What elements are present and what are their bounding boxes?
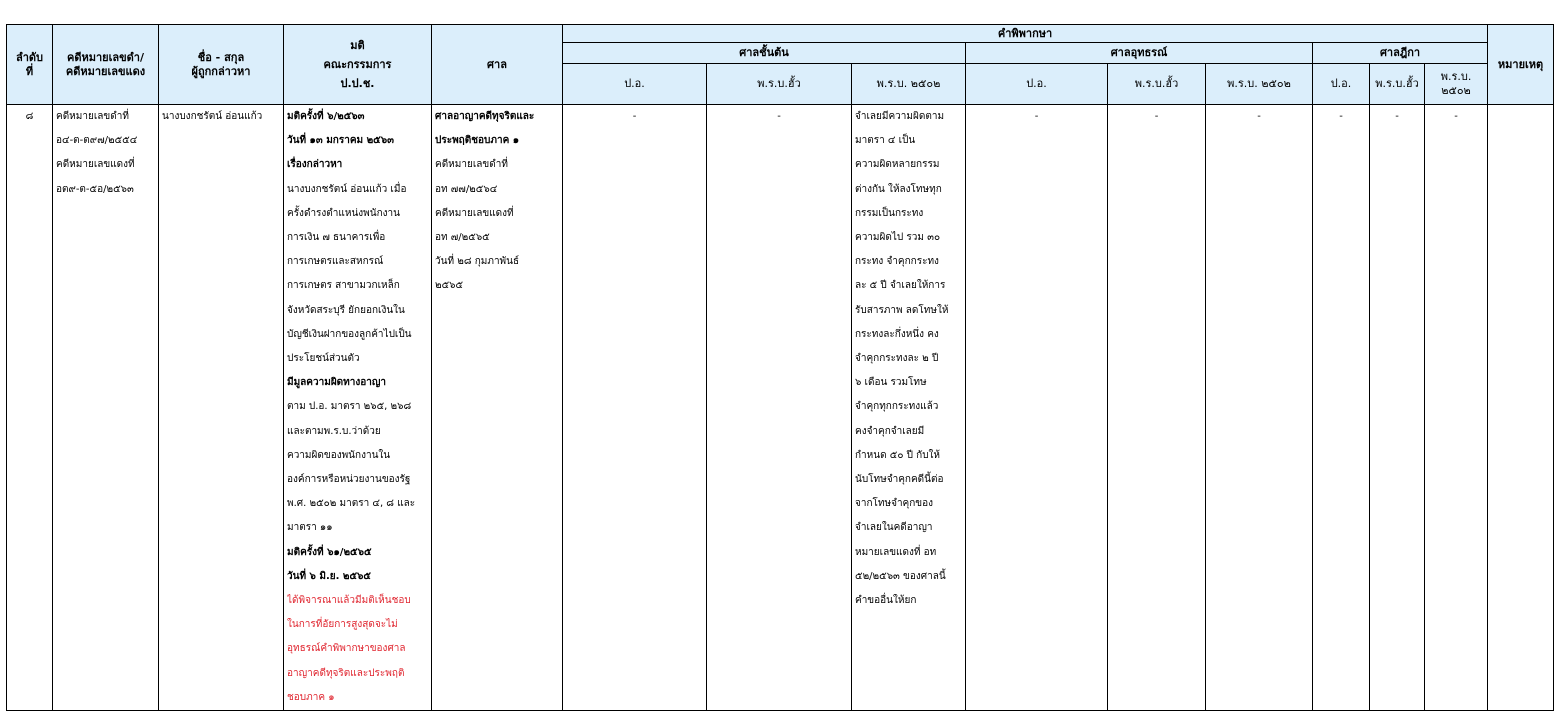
header-judgment (563, 25, 1488, 43)
table-row (7, 105, 1554, 711)
judgment-line: จำคุกกระทงละ ๒ ปี (855, 353, 939, 365)
header-first-court (563, 43, 966, 64)
resolution-line: อาญาคดีทุจริตและประพฤติ (287, 667, 405, 679)
resolution-line: มติครั้งที่ ๖๑/๒๕๖๕ (287, 546, 372, 558)
dash-value: - (1454, 111, 1458, 122)
cell-first-court-act (707, 105, 852, 711)
header-resolution (284, 25, 432, 105)
header-appeal-court-act-2502 (1206, 64, 1313, 105)
header-first-court-act-2502 (852, 64, 966, 105)
judgment-line: ความผิดไป รวม ๓๐ (855, 232, 941, 244)
cell-appeal-court-act-2502 (1206, 105, 1313, 711)
header-accused-name (159, 25, 284, 105)
cell-supreme-court-penal-code (1313, 105, 1370, 711)
resolution-line: จังหวัดสระบุรี ยักยอกเงินใน (287, 304, 405, 316)
resolution-line: การเกษตร สาขามวกเหล็ก (287, 280, 400, 292)
resolution-line: ในการที่อัยการสูงสุดจะไม่ (287, 619, 398, 631)
cell-supreme-court-act (1370, 105, 1425, 711)
court-line: คดีหมายเลขแดงที่ (435, 207, 514, 219)
dash-value: - (777, 111, 781, 122)
resolution-line: ตาม ป.อ. มาตรา ๒๖๕, ๒๖๘ (287, 401, 412, 413)
court-line: คดีหมายเลขดำที่ (435, 159, 508, 171)
header-supreme-court-penal-code (1313, 64, 1370, 105)
judgment-line: ความผิดหลายกรรม (855, 159, 940, 171)
judgment-line: ละ ๕ ปี จำเลยให้การ (855, 280, 946, 292)
header-resolution-label: มติ คณะกรรมการ ป.ป.ช. (323, 38, 392, 91)
cell-resolution (284, 105, 432, 711)
judgment-line: ต่างกัน ให้ลงโทษทุก (855, 183, 942, 195)
resolution-line: นางบงกชรัตน์ อ่อนแก้ว เมื่อ (287, 183, 407, 195)
cell-supreme-court-act-2502 (1425, 105, 1488, 711)
first-court-judgment-text (855, 105, 962, 613)
resolution-line: มีมูลความผิดทางอาญา (287, 377, 387, 389)
dash-value: - (1257, 111, 1261, 122)
header-supreme-penal-label: ป.อ. (1330, 77, 1352, 91)
dash-value: - (632, 111, 637, 122)
case-line: คดีหมายเลขดำที่ (56, 111, 129, 122)
header-first-court-penal-code (563, 64, 707, 105)
resolution-line: ความผิดของพนักงานใน (287, 449, 391, 461)
accused-name: นางบงกชรัตน์ อ่อนแก้ว (162, 111, 263, 122)
resolution-line: ชอบภาค ๑ (287, 691, 335, 703)
court-line: อท ๗/๒๕๖๕ (435, 232, 490, 244)
header-appeal-act-label: พ.ร.บ.ฮั้ว (1134, 77, 1179, 91)
judgment-line: จากโทษจำคุกของ (855, 498, 934, 510)
judgment-line: กำหนด ๕๐ ปี กับให้ (855, 449, 941, 461)
header-case-number-label: คดีหมายเลขดำ/ คดีหมายเลขแดง (65, 50, 146, 78)
resolution-line: วันที่ ๖ มิ.ย. ๒๕๖๕ (287, 570, 371, 582)
header-supreme-court-act-2502 (1425, 64, 1488, 105)
header-supreme-act-label: พ.ร.บ.ฮั้ว (1375, 77, 1419, 91)
header-first-court-act (707, 64, 852, 105)
court-line: ๒๕๖๕ (435, 280, 464, 292)
header-case-number (53, 25, 159, 105)
cell-seq (7, 105, 53, 711)
header-appeal-court-act (1108, 64, 1206, 105)
dash-value: - (1034, 111, 1039, 122)
case-line: อต๙-ต-๕อ/๒๕๖๓ (56, 183, 134, 195)
header-first-penal-label: ป.อ. (624, 77, 645, 91)
header-remark (1488, 25, 1554, 105)
judgment-line: คงจำคุกจำเลยมี (855, 425, 925, 437)
resolution-line: องค์การหรือหน่วยงานของรัฐ (287, 474, 411, 486)
cell-court (432, 105, 563, 711)
dash-value: - (1395, 111, 1399, 122)
judgment-line: จำเลยในคดีอาญา (855, 522, 933, 534)
judgment-line: นับโทษจำคุกคดีนี้ต่อ (855, 474, 944, 486)
resolution-line: และตามพ.ร.บ.ว่าด้วย (287, 425, 381, 437)
header-seq (7, 25, 53, 105)
court-line: ศาลอาญาคดีทุจริตและ (435, 111, 535, 122)
case-line: คดีหมายเลขแดงที่ (56, 159, 135, 171)
header-appeal-court (966, 43, 1313, 64)
header-seq-label: ลำดับ ที่ (15, 50, 44, 78)
judgment-line: ๖ เดือน รวมโทษ (855, 377, 927, 389)
header-appeal-court-label: ศาลอุทธรณ์ (1110, 46, 1168, 60)
cell-appeal-court-penal-code (966, 105, 1108, 711)
dash-value: - (1339, 111, 1343, 122)
header-supreme-court (1313, 43, 1488, 64)
header-supreme-act-2502-label: พ.ร.บ. ๒๕๐๒ (1440, 70, 1472, 97)
seq-value: ๘ (25, 111, 34, 122)
header-first-act-2502-label: พ.ร.บ. ๒๕๐๒ (876, 77, 941, 91)
court-line: อท ๗๗/๒๕๖๔ (435, 183, 498, 195)
cell-case-number (53, 105, 159, 711)
cell-remark (1488, 105, 1554, 711)
judgment-line: จำคุกทุกกระทงแล้ว (855, 401, 939, 413)
cell-appeal-court-act (1108, 105, 1206, 711)
judgment-line: คำขออื่นให้ยก (855, 595, 917, 607)
resolution-line: พ.ศ. ๒๕๐๒ มาตรา ๔, ๘ และ (287, 498, 416, 510)
case-line: อ๔-ต-ต๙๗/๒๕๕๔ (56, 135, 138, 147)
cell-first-court-act-2502 (852, 105, 966, 711)
resolution-line: มติครั้งที่ ๖/๒๕๖๓ (287, 111, 365, 122)
resolution-line: ประโยชน์ส่วนตัว (287, 353, 360, 365)
resolution-line: บัญชีเงินฝากของลูกค้าไปเป็น (287, 328, 412, 340)
court-line: ประพฤติชอบภาค ๑ (435, 135, 520, 147)
resolution-text (287, 105, 428, 710)
dash-value: - (1154, 111, 1159, 122)
header-first-act-label: พ.ร.บ.ฮั้ว (757, 77, 801, 91)
resolution-line: ครั้งดำรงตำแหน่งพนักงาน (287, 207, 400, 219)
judgment-line: ๕๒/๒๕๖๓ ของศาลนี้ (855, 570, 946, 582)
judgment-line: กระทง จำคุกกระทง (855, 256, 939, 268)
header-first-court-label: ศาลชั้นต้น (739, 46, 789, 60)
resolution-line: วันที่ ๑๓ มกราคม ๒๕๖๓ (287, 135, 394, 147)
judgment-line: รับสารภาพ ลดโทษให้ (855, 304, 949, 316)
header-supreme-court-act (1370, 64, 1425, 105)
header-appeal-penal-label: ป.อ. (1026, 77, 1047, 91)
judgment-line: จำเลยมีความผิดตาม (855, 111, 945, 122)
cell-accused-name (159, 105, 284, 711)
resolution-line: ได้พิจารณาแล้วมีมติเห็นชอบ (287, 595, 411, 607)
judgment-line: หมายเลขแดงที่ อท (855, 546, 937, 558)
header-court (432, 25, 563, 105)
resolution-line: การเกษตรและสหกรณ์ (287, 256, 384, 268)
case-table (6, 24, 1554, 711)
header-appeal-act-2502-label: พ.ร.บ. ๒๕๐๒ (1227, 77, 1291, 91)
header-judgment-label: คำพิพากษา (997, 26, 1053, 40)
court-line: วันที่ ๒๘ กุมภาพันธ์ (435, 256, 520, 268)
resolution-line: เรื่องกล่าวหา (287, 159, 343, 171)
header-supreme-court-label: ศาลฎีกา (1379, 46, 1421, 60)
judgment-line: มาตรา ๔ เป็น (855, 135, 916, 147)
header-appeal-court-penal-code (966, 64, 1108, 105)
resolution-line: อุทธรณ์คำพิพากษาของศาล (287, 643, 406, 655)
case-table-sheet (6, 24, 1553, 703)
resolution-line: การเงิน ๗ ธนาคารเพื่อ (287, 232, 386, 244)
header-court-label: ศาล (487, 57, 507, 71)
resolution-line: มาตรา ๑๑ (287, 522, 333, 534)
cell-first-court-penal-code (563, 105, 707, 711)
header-remark-label: หมายเหตุ (1497, 57, 1544, 71)
court-text (435, 105, 559, 299)
judgment-line: กระทงละกึ่งหนึ่ง คง (855, 328, 939, 340)
judgment-line: กรรมเป็นกระทง (855, 207, 924, 219)
header-accused-name-label: ชื่อ - สกุล ผู้ถูกกล่าวหา (191, 50, 251, 78)
